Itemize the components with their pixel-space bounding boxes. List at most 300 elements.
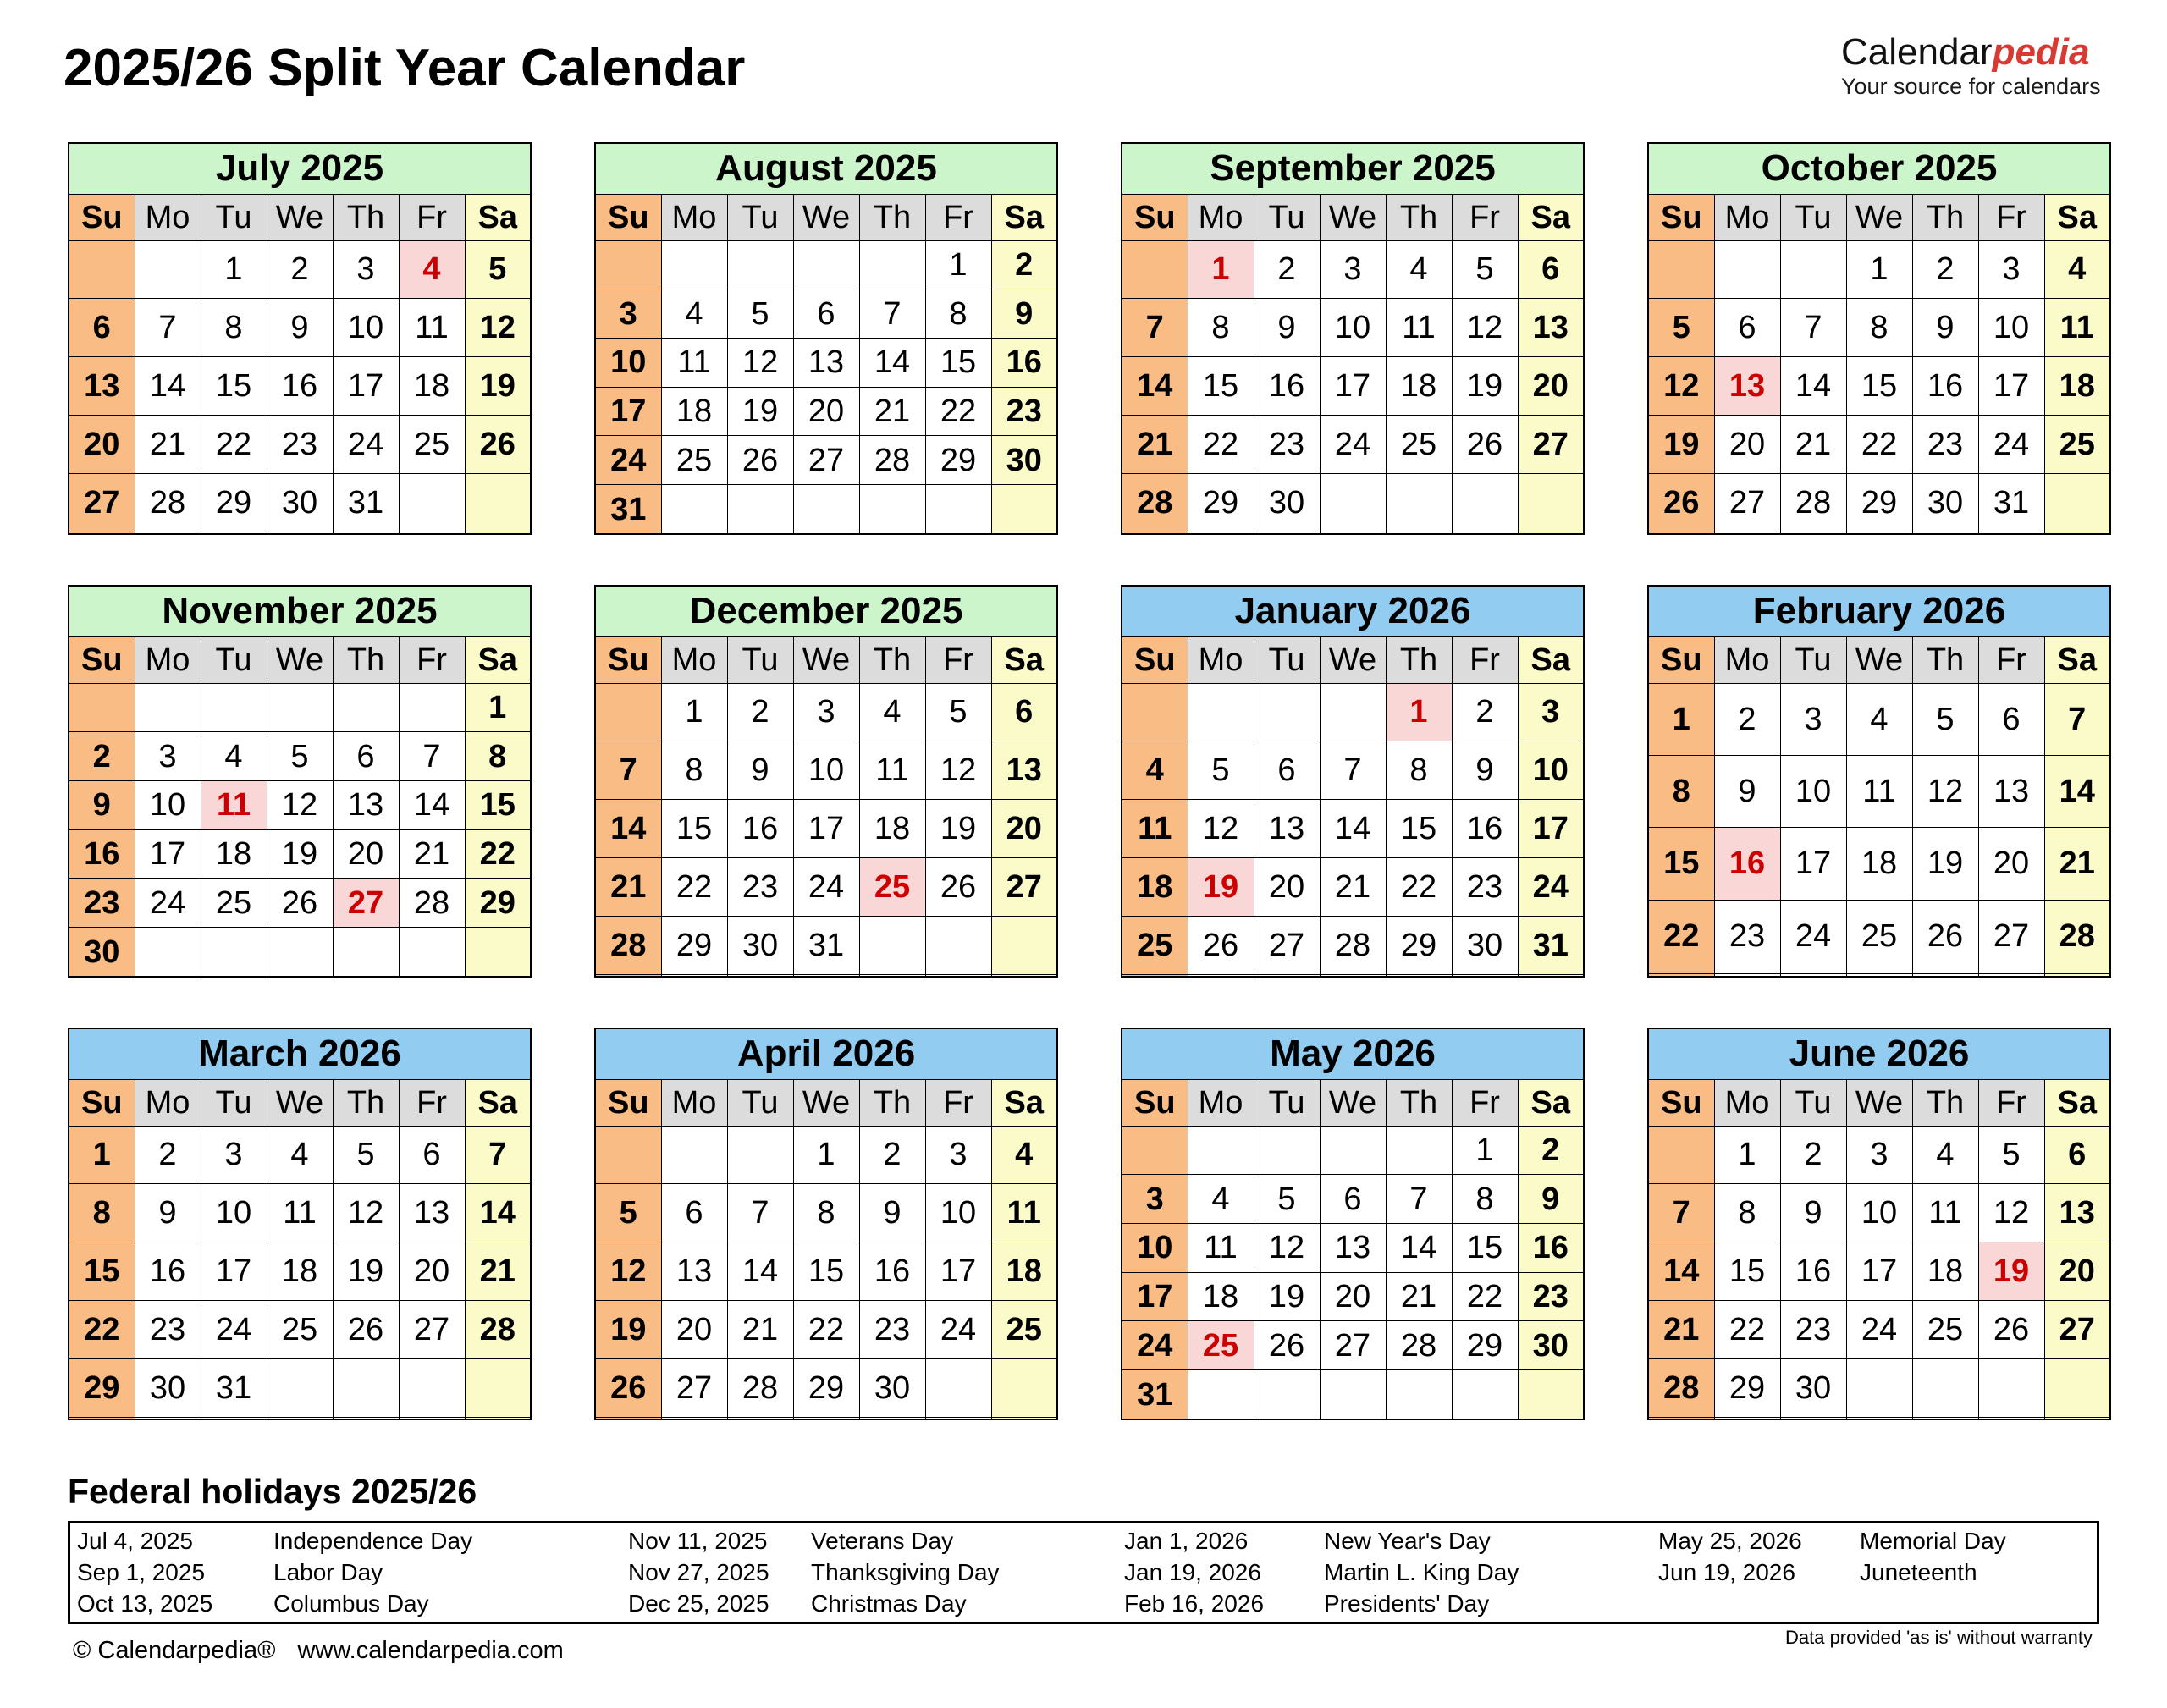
day-cell: 9 [859,1184,925,1242]
day-cell [1912,1358,1978,1417]
day-cell [1122,1126,1188,1175]
day-header-we: We [1846,636,1912,683]
day-cell: 30 [135,1358,201,1417]
day-header-fr: Fr [925,636,991,683]
holiday-name: Labor Day [273,1558,383,1585]
day-cell: 23 [1714,900,1780,972]
day-cell: 17 [1846,1242,1912,1301]
day-header-th: Th [1912,1079,1978,1126]
day-cell: 4 [399,240,465,299]
day-header-th: Th [1386,636,1452,683]
day-cell: 21 [465,1242,531,1301]
day-header-mo: Mo [1714,636,1780,683]
day-cell: 6 [1518,240,1584,299]
day-cell: 18 [1188,1272,1254,1321]
day-cell [1714,532,1780,534]
day-header-sa: Sa [2044,636,2110,683]
day-cell [1518,473,1584,532]
day-cell: 15 [1452,1223,1518,1272]
day-cell: 2 [1518,1126,1584,1175]
day-cell [135,683,201,732]
day-cell: 24 [1978,416,2044,474]
day-header-fr: Fr [399,194,465,240]
day-header-we: We [793,1079,859,1126]
day-cell: 28 [595,916,661,974]
day-cell: 2 [991,240,1057,289]
month-title: May 2026 [1122,1028,1584,1079]
day-header-sa: Sa [991,194,1057,240]
day-cell: 14 [1386,1223,1452,1272]
day-header-tu: Tu [1254,636,1320,683]
day-cell: 25 [1122,916,1188,974]
day-cell: 28 [1386,1321,1452,1370]
day-cell [2044,473,2110,532]
day-header-fr: Fr [925,1079,991,1126]
months-grid [68,142,2111,1420]
day-cell: 7 [1648,1184,1714,1242]
day-cell: 11 [267,1184,333,1242]
day-header-tu: Tu [727,1079,793,1126]
day-cell: 29 [465,879,531,928]
day-cell: 30 [991,436,1057,485]
day-cell: 13 [1320,1223,1386,1272]
day-cell: 1 [69,1126,135,1184]
day-cell: 30 [1518,1321,1584,1370]
day-cell [859,974,925,977]
day-cell [595,974,661,977]
day-cell: 8 [925,289,991,339]
day-header-fr: Fr [1978,194,2044,240]
day-cell [1254,974,1320,977]
day-cell: 21 [1386,1272,1452,1321]
holiday-date: Jul 4, 2025 [77,1527,193,1554]
day-cell: 16 [267,357,333,416]
holiday-name: Veterans Day [811,1527,954,1554]
day-cell: 20 [69,416,135,474]
month-september-2025 [1121,142,1585,535]
day-cell: 27 [1254,916,1320,974]
day-cell: 26 [925,858,991,917]
day-header-fr: Fr [399,1079,465,1126]
day-cell: 6 [991,683,1057,741]
day-cell: 7 [399,732,465,781]
day-cell [1122,974,1188,977]
day-cell: 21 [1780,416,1846,474]
day-cell: 15 [1714,1242,1780,1301]
day-header-su: Su [595,194,661,240]
day-cell: 19 [1188,858,1254,917]
day-cell: 16 [1452,800,1518,858]
day-cell: 28 [727,1358,793,1417]
day-cell: 21 [1648,1301,1714,1359]
logo-text-pedia: pedia [1992,31,2090,73]
day-cell: 20 [661,1301,727,1359]
day-header-we: We [267,194,333,240]
day-cell [1978,532,2044,534]
day-cell: 10 [1978,299,2044,357]
holiday-name: Columbus Day [273,1590,429,1617]
day-cell: 30 [69,928,135,977]
day-cell: 3 [333,240,399,299]
day-cell: 6 [2044,1126,2110,1184]
day-cell: 25 [1846,900,1912,972]
day-cell: 2 [69,732,135,781]
day-header-tu: Tu [1780,636,1846,683]
day-header-sa: Sa [1518,636,1584,683]
day-cell: 4 [1912,1126,1978,1184]
day-cell: 20 [1320,1272,1386,1321]
day-cell: 22 [1452,1272,1518,1321]
day-cell: 9 [1714,755,1780,827]
day-cell: 7 [859,289,925,339]
day-header-tu: Tu [727,636,793,683]
day-header-sa: Sa [2044,1079,2110,1126]
day-cell: 18 [991,1242,1057,1301]
day-cell: 24 [201,1301,267,1359]
holiday-name: Independence Day [273,1527,473,1554]
day-cell: 20 [991,800,1057,858]
day-cell [1648,1126,1714,1184]
day-cell: 25 [1386,416,1452,474]
day-cell: 23 [859,1301,925,1359]
day-cell: 24 [1518,858,1584,917]
day-header-th: Th [859,1079,925,1126]
day-cell: 16 [1780,1242,1846,1301]
day-cell: 1 [1386,683,1452,741]
day-header-mo: Mo [661,1079,727,1126]
day-cell: 17 [1320,357,1386,416]
day-header-tu: Tu [201,636,267,683]
day-header-sa: Sa [991,1079,1057,1126]
day-cell: 11 [1846,755,1912,827]
day-header-we: We [1846,194,1912,240]
day-cell: 22 [69,1301,135,1359]
month-title: December 2025 [595,586,1057,636]
day-cell: 10 [1320,299,1386,357]
day-cell: 22 [1714,1301,1780,1359]
day-cell: 21 [1122,416,1188,474]
day-cell: 22 [661,858,727,917]
day-header-su: Su [1648,636,1714,683]
day-cell: 7 [465,1126,531,1184]
day-cell [1188,1370,1254,1419]
day-cell [1320,532,1386,534]
day-cell: 15 [69,1242,135,1301]
day-header-su: Su [595,1079,661,1126]
logo-tagline: Your source for calendars [1841,74,2101,99]
page-title: 2025/26 Split Year Calendar [63,39,746,97]
day-cell: 3 [135,732,201,781]
day-cell: 30 [1780,1358,1846,1417]
day-cell: 1 [1714,1126,1780,1184]
month-november-2025 [68,585,532,978]
day-header-tu: Tu [1780,194,1846,240]
day-cell [661,240,727,289]
day-cell [1846,1358,1912,1417]
day-header-su: Su [1648,194,1714,240]
day-cell: 13 [1714,357,1780,416]
holiday-name: Martin L. King Day [1324,1558,1519,1585]
day-cell [661,1417,727,1419]
day-cell: 17 [1978,357,2044,416]
day-header-sa: Sa [1518,1079,1584,1126]
day-cell: 18 [1912,1242,1978,1301]
federal-holidays-heading: Federal holidays 2025/26 [68,1472,477,1511]
day-cell: 10 [1780,755,1846,827]
day-cell: 27 [333,879,399,928]
day-header-mo: Mo [135,194,201,240]
day-cell [595,1126,661,1184]
day-cell: 17 [201,1242,267,1301]
day-cell: 10 [793,741,859,800]
day-header-mo: Mo [135,1079,201,1126]
day-cell [727,1126,793,1184]
day-cell [69,683,135,732]
day-cell [1518,532,1584,534]
day-cell: 11 [1912,1184,1978,1242]
day-header-su: Su [69,194,135,240]
day-cell: 1 [1846,240,1912,299]
month-title: November 2025 [69,586,531,636]
day-cell: 16 [1714,828,1780,900]
day-cell: 30 [859,1358,925,1417]
day-cell [399,683,465,732]
day-cell: 15 [1846,357,1912,416]
day-cell: 13 [1978,755,2044,827]
day-cell: 17 [793,800,859,858]
day-cell [201,683,267,732]
day-cell: 7 [1122,299,1188,357]
federal-holidays-table [68,1521,2099,1624]
logo-text-calendar: Calendar [1841,31,1993,73]
day-cell: 20 [399,1242,465,1301]
day-cell: 14 [727,1242,793,1301]
day-cell: 17 [1122,1272,1188,1321]
day-cell: 23 [1452,858,1518,917]
day-cell [1386,473,1452,532]
day-cell: 25 [859,858,925,917]
day-cell: 14 [1648,1242,1714,1301]
day-cell: 14 [399,780,465,829]
day-cell: 13 [69,357,135,416]
day-cell [69,532,135,534]
day-cell: 26 [1254,1321,1320,1370]
day-header-fr: Fr [1452,194,1518,240]
day-cell: 9 [135,1184,201,1242]
day-cell: 8 [793,1184,859,1242]
day-header-we: We [1320,1079,1386,1126]
day-cell: 29 [1714,1358,1780,1417]
day-cell: 4 [1846,683,1912,755]
day-cell: 22 [201,416,267,474]
day-cell [925,974,991,977]
day-header-fr: Fr [1978,1079,2044,1126]
day-cell: 16 [727,800,793,858]
day-cell: 10 [595,338,661,387]
day-cell [1648,532,1714,534]
day-cell [793,974,859,977]
day-cell [1122,532,1188,534]
day-cell: 23 [267,416,333,474]
day-cell: 18 [1386,357,1452,416]
holiday-date: Nov 27, 2025 [628,1558,769,1585]
day-cell: 4 [201,732,267,781]
day-cell [201,532,267,534]
day-cell [1188,532,1254,534]
day-cell [465,1358,531,1417]
day-cell: 18 [201,829,267,879]
day-cell: 2 [1780,1126,1846,1184]
day-cell: 2 [1254,240,1320,299]
day-header-mo: Mo [661,636,727,683]
day-cell: 10 [925,1184,991,1242]
day-cell [465,928,531,977]
day-cell [1386,532,1452,534]
day-cell: 19 [925,800,991,858]
day-cell: 21 [595,858,661,917]
day-cell: 4 [661,289,727,339]
day-cell [267,1417,333,1419]
day-cell [661,974,727,977]
day-cell: 12 [267,780,333,829]
day-cell: 17 [925,1242,991,1301]
footer-url: www.calendarpedia.com [297,1637,564,1664]
day-cell: 16 [1254,357,1320,416]
day-cell: 25 [991,1301,1057,1359]
day-cell: 1 [1188,240,1254,299]
day-cell: 25 [2044,416,2110,474]
day-cell: 18 [2044,357,2110,416]
day-cell [661,485,727,534]
day-cell: 12 [1648,357,1714,416]
day-cell [1780,532,1846,534]
day-header-mo: Mo [1188,1079,1254,1126]
day-cell [1780,1417,1846,1419]
day-cell [1846,1417,1912,1419]
day-cell: 15 [465,780,531,829]
day-header-th: Th [859,194,925,240]
day-cell: 5 [1912,683,1978,755]
day-cell [333,1358,399,1417]
day-cell [1188,683,1254,741]
day-cell: 18 [661,387,727,436]
day-cell: 22 [1648,900,1714,972]
day-cell [1780,974,1846,977]
day-header-th: Th [333,194,399,240]
month-may-2026 [1121,1028,1585,1420]
month-june-2026 [1647,1028,2111,1420]
day-cell [267,928,333,977]
day-cell: 19 [1978,1242,2044,1301]
day-cell: 11 [1188,1223,1254,1272]
day-header-tu: Tu [1780,1079,1846,1126]
day-cell: 20 [1978,828,2044,900]
day-cell: 10 [1846,1184,1912,1242]
day-cell [465,532,531,534]
day-cell: 19 [333,1242,399,1301]
footer-copyright [73,1639,564,1663]
day-cell: 22 [1188,416,1254,474]
day-cell: 5 [1648,299,1714,357]
day-cell: 29 [69,1358,135,1417]
day-cell: 24 [1320,416,1386,474]
day-cell [1452,532,1518,534]
day-cell: 6 [399,1126,465,1184]
day-cell [661,1126,727,1184]
day-cell: 18 [1846,828,1912,900]
day-cell: 29 [1188,473,1254,532]
day-header-we: We [793,194,859,240]
day-cell: 8 [1648,755,1714,827]
month-august-2025 [594,142,1058,535]
day-cell: 19 [267,829,333,879]
day-header-sa: Sa [1518,194,1584,240]
day-header-fr: Fr [1978,636,2044,683]
day-cell: 5 [267,732,333,781]
day-cell: 26 [267,879,333,928]
day-cell: 3 [1846,1126,1912,1184]
day-cell [1452,1370,1518,1419]
day-cell [135,532,201,534]
day-cell: 27 [991,858,1057,917]
day-cell: 2 [727,683,793,741]
day-cell: 4 [2044,240,2110,299]
holiday-date: Feb 16, 2026 [1124,1590,1265,1617]
day-cell: 6 [1714,299,1780,357]
day-cell: 30 [1254,473,1320,532]
day-cell [1122,240,1188,299]
day-cell: 15 [201,357,267,416]
day-cell: 27 [69,473,135,532]
month-july-2025 [68,142,532,535]
day-cell [1648,1417,1714,1419]
day-cell: 22 [465,829,531,879]
day-cell: 27 [793,436,859,485]
day-cell [399,532,465,534]
day-cell: 27 [399,1301,465,1359]
day-cell: 6 [69,299,135,357]
day-header-mo: Mo [1714,194,1780,240]
day-cell [1122,683,1188,741]
day-cell: 12 [1912,755,1978,827]
day-cell: 12 [925,741,991,800]
footer-disclaimer: Data provided 'as is' without warranty [1784,1627,2093,1648]
day-cell [991,1358,1057,1417]
day-cell: 27 [1714,473,1780,532]
day-cell [1648,240,1714,299]
day-cell: 19 [727,387,793,436]
day-header-th: Th [859,636,925,683]
day-header-we: We [793,636,859,683]
day-cell: 13 [1254,800,1320,858]
day-cell: 19 [1452,357,1518,416]
day-cell: 8 [1188,299,1254,357]
day-cell: 4 [991,1126,1057,1184]
day-cell: 15 [925,338,991,387]
day-cell [1320,473,1386,532]
day-cell [793,485,859,534]
day-cell: 14 [1780,357,1846,416]
day-cell: 22 [925,387,991,436]
day-header-mo: Mo [1188,636,1254,683]
day-cell: 1 [661,683,727,741]
holiday-date: Sep 1, 2025 [77,1558,206,1585]
day-cell: 23 [1912,416,1978,474]
day-cell: 17 [135,829,201,879]
day-cell [727,1417,793,1419]
day-cell [1254,1370,1320,1419]
day-header-su: Su [1122,194,1188,240]
